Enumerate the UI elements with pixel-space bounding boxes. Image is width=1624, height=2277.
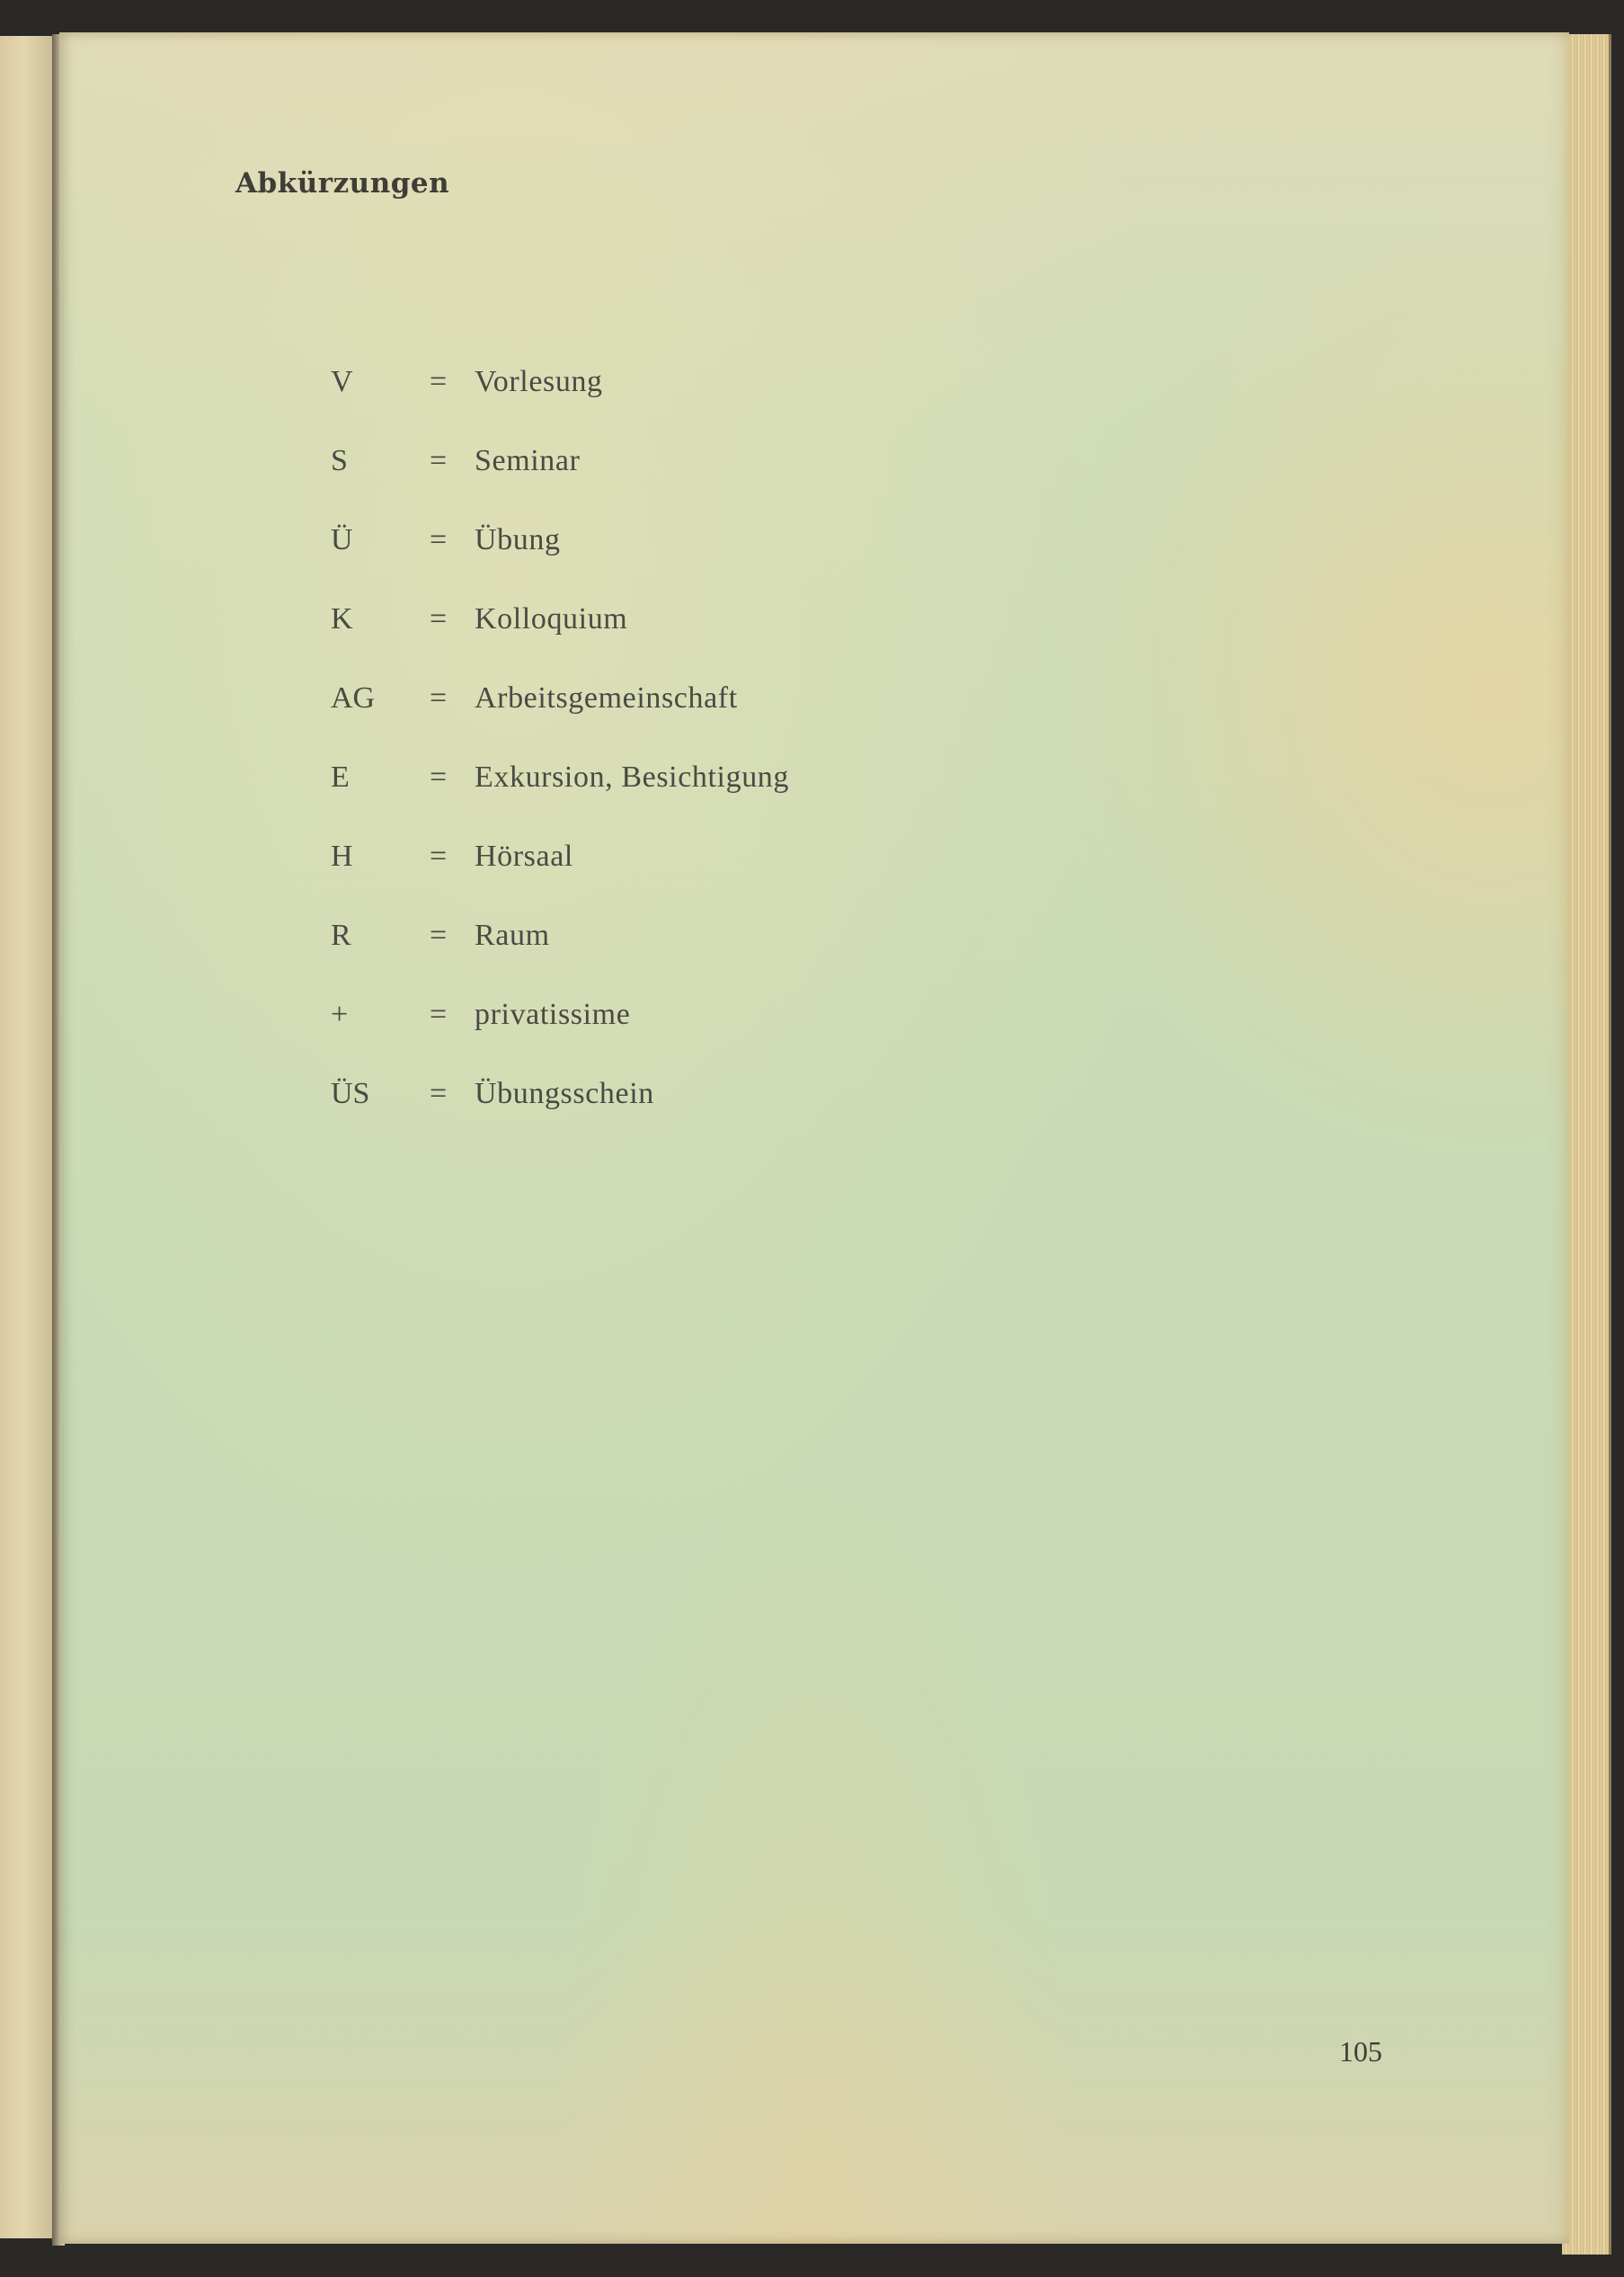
abbreviation-key: Ü <box>331 523 353 556</box>
equals-sign: = <box>430 602 448 636</box>
equals-sign: = <box>430 681 448 715</box>
left-facing-page <box>0 36 59 2238</box>
abbreviation-meaning: privatissime <box>475 998 631 1031</box>
abbreviation-meaning: Exkursion, Besichtigung <box>475 760 789 794</box>
abbreviation-key: E <box>331 760 350 794</box>
document-page <box>59 32 1569 2244</box>
abbreviation-row <box>331 1077 789 1156</box>
abbreviation-key: + <box>331 998 349 1031</box>
equals-sign: = <box>430 998 448 1031</box>
abbreviation-meaning: Raum <box>475 919 550 952</box>
page-number: 105 <box>1339 2035 1382 2068</box>
abbreviation-row <box>331 919 789 998</box>
abbreviation-meaning: Arbeitsgemeinschaft <box>475 681 738 715</box>
abbreviation-key: ÜS <box>331 1077 370 1110</box>
abbreviation-row <box>331 840 789 919</box>
abbreviation-key: H <box>331 840 353 873</box>
equals-sign: = <box>430 444 448 477</box>
page-edges <box>1562 34 1611 2255</box>
equals-sign: = <box>430 523 448 556</box>
abbreviation-meaning: Vorlesung <box>475 365 603 398</box>
page-heading: Abkürzungen <box>235 167 450 200</box>
abbreviation-row <box>331 602 789 681</box>
equals-sign: = <box>430 840 448 873</box>
equals-sign: = <box>430 760 448 794</box>
abbreviation-row <box>331 444 789 523</box>
abbreviation-key: S <box>331 444 348 477</box>
abbreviation-row <box>331 523 789 602</box>
abbreviation-row <box>331 681 789 760</box>
equals-sign: = <box>430 919 448 952</box>
abbreviation-row <box>331 998 789 1077</box>
abbreviation-key: R <box>331 919 351 952</box>
abbreviation-key: K <box>331 602 353 636</box>
abbreviation-meaning: Übungsschein <box>475 1077 654 1110</box>
abbreviation-list <box>331 365 789 1156</box>
abbreviation-key: V <box>331 365 353 398</box>
abbreviation-row <box>331 365 789 444</box>
abbreviation-key: AG <box>331 681 376 715</box>
equals-sign: = <box>430 365 448 398</box>
abbreviation-meaning: Seminar <box>475 444 581 477</box>
abbreviation-meaning: Hörsaal <box>475 840 573 873</box>
abbreviation-row <box>331 760 789 840</box>
equals-sign: = <box>430 1077 448 1110</box>
abbreviation-meaning: Kolloquium <box>475 602 628 636</box>
abbreviation-meaning: Übung <box>475 523 561 556</box>
